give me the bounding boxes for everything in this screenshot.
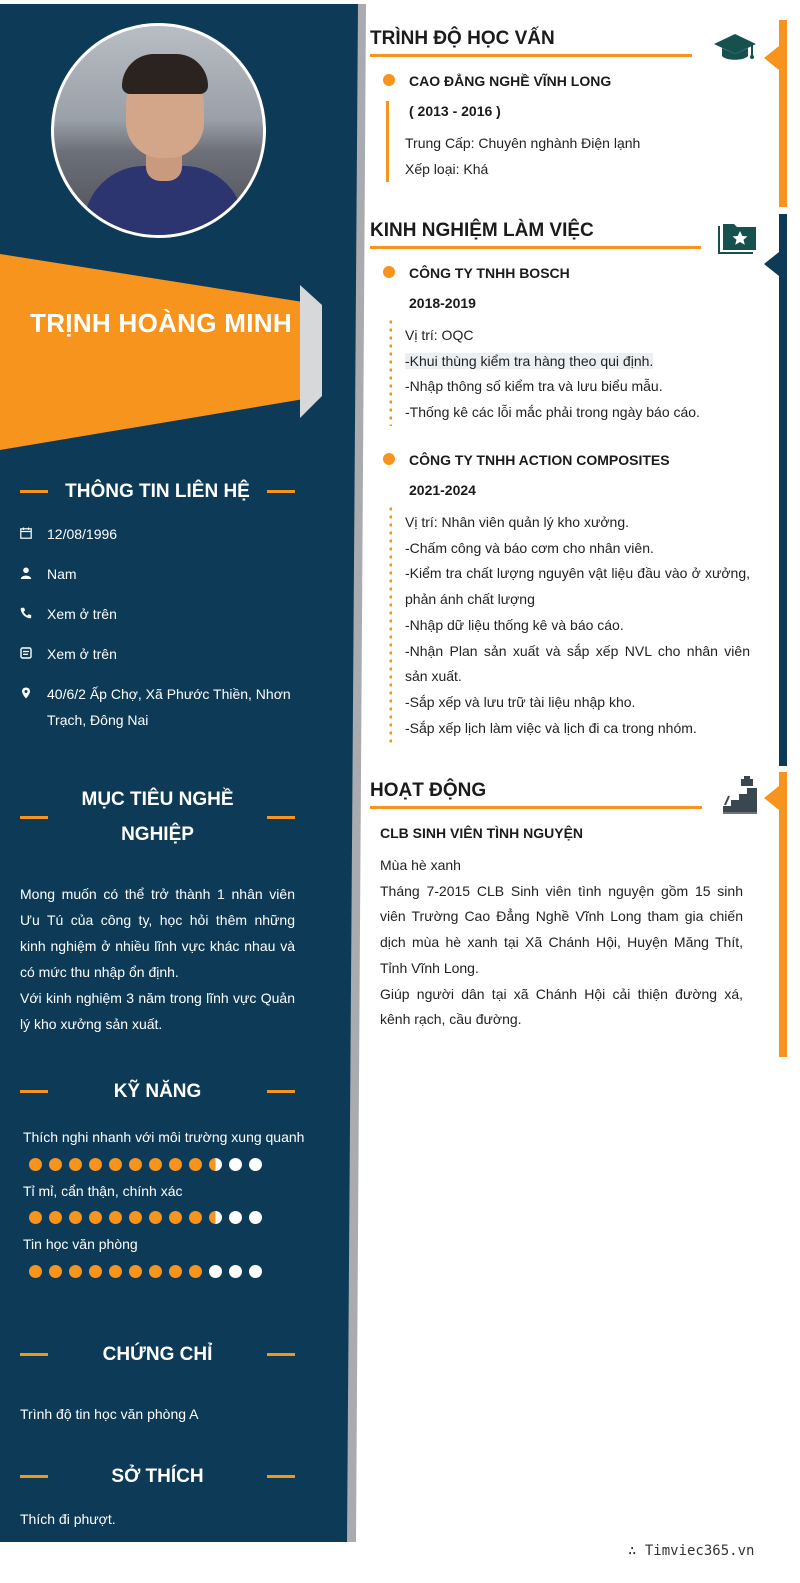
skill-rating bbox=[29, 1158, 262, 1171]
skill-dot bbox=[189, 1158, 202, 1171]
skill-dot bbox=[249, 1211, 262, 1224]
skill-dot bbox=[209, 1265, 222, 1278]
phone-icon bbox=[20, 601, 47, 627]
skill-dot bbox=[49, 1158, 62, 1171]
education-side-notch bbox=[764, 46, 779, 70]
experience-heading: KINH NGHIỆM LÀM VIỆC bbox=[370, 220, 594, 241]
name-banner-tip bbox=[300, 285, 322, 418]
skill-dot bbox=[149, 1158, 162, 1171]
activities-heading: HOẠT ĐỘNG bbox=[370, 780, 487, 801]
contact-phone bbox=[20, 601, 300, 627]
job-company: CÔNG TY TNHH BOSCH bbox=[409, 265, 570, 281]
objective-paragraph-1: Mong muốn có thể trở thành 1 nhân viên Ưu Tú của công ty, học hỏi thêm những kinh nghiệm ở nhiều lĩnh vực khác nhau và có mức thu nhập ổn định. bbox=[20, 886, 295, 980]
skill-rating bbox=[29, 1211, 262, 1224]
job-line: -Chấm công và báo cơm cho nhân viên. bbox=[405, 539, 654, 556]
job-line: -Nhập thông số kiểm tra và lưu biểu mẫu. bbox=[405, 378, 663, 395]
skill-dot bbox=[229, 1265, 242, 1278]
education-grade: Xếp loại: Khá bbox=[405, 160, 489, 177]
job-line: -Sắp xếp lịch làm việc và lịch đi ca trong nhóm. bbox=[405, 719, 697, 736]
skill-dot bbox=[129, 1158, 142, 1171]
email-value: Xem ở trên bbox=[47, 646, 117, 662]
skill-dot bbox=[149, 1211, 162, 1224]
skill-dot bbox=[149, 1265, 162, 1278]
activity-paragraph-2: Giúp người dân tại xã Chánh Hội cải thiện đường xá, kênh rạch, cầu đường. bbox=[380, 985, 743, 1028]
activities-rule bbox=[370, 806, 702, 809]
experience-rule bbox=[370, 246, 701, 249]
experience-side-notch bbox=[764, 252, 779, 276]
education-details bbox=[405, 131, 750, 182]
birthday-value: 12/08/1996 bbox=[47, 526, 118, 542]
job-timeline bbox=[389, 318, 392, 426]
contact-heading: THÔNG TIN LIÊN HỆ bbox=[20, 474, 295, 509]
skill-dot bbox=[129, 1265, 142, 1278]
contact-address bbox=[20, 681, 300, 733]
education-timeline bbox=[386, 101, 389, 182]
user-icon bbox=[20, 561, 47, 587]
job-bullet bbox=[383, 453, 395, 465]
education-major: Trung Cấp: Chuyên nghành Điện lạnh bbox=[405, 135, 641, 151]
skill-dot bbox=[169, 1211, 182, 1224]
activity-program: Mùa hè xanh bbox=[380, 857, 461, 873]
certificates-text: Trình độ tin học văn phòng A bbox=[20, 1406, 199, 1422]
skill-dot bbox=[89, 1265, 102, 1278]
skill-dot bbox=[29, 1211, 42, 1224]
skill-label: Tin học văn phòng bbox=[23, 1236, 138, 1252]
skills-heading: KỸ NĂNG bbox=[20, 1074, 295, 1109]
job-bullet bbox=[383, 266, 395, 278]
activities-side-bar bbox=[779, 772, 787, 1057]
skill-dot bbox=[29, 1265, 42, 1278]
job-line: -Nhận Plan sản xuất và sắp xếp NVL cho nhân viên sản xuất. bbox=[405, 642, 750, 685]
skill-dot bbox=[209, 1158, 222, 1171]
job-line: Vị trí: OQC bbox=[405, 327, 474, 343]
education-period: ( 2013 - 2016 ) bbox=[409, 103, 501, 119]
job-company: CÔNG TY TNHH ACTION COMPOSITES bbox=[409, 452, 670, 468]
skill-dot bbox=[29, 1158, 42, 1171]
skill-dot bbox=[169, 1265, 182, 1278]
calendar-icon bbox=[20, 521, 47, 547]
certificates-heading: CHỨNG CHỈ bbox=[20, 1337, 295, 1372]
skill-dot bbox=[69, 1265, 82, 1278]
objective-heading bbox=[20, 782, 295, 852]
job-timeline bbox=[389, 505, 392, 745]
skill-label: Tỉ mỉ, cẩn thận, chính xác bbox=[23, 1183, 183, 1199]
job-line: -Thống kê các lỗi mắc phải trong ngày báo cáo. bbox=[405, 404, 700, 421]
skill-dot bbox=[249, 1158, 262, 1171]
phone-value: Xem ở trên bbox=[47, 606, 117, 622]
objective-text bbox=[20, 881, 295, 1037]
education-heading: TRÌNH ĐỘ HỌC VẤN bbox=[370, 28, 555, 49]
stairs-trophy-icon bbox=[721, 776, 759, 814]
education-bullet bbox=[383, 74, 395, 86]
skill-dot bbox=[89, 1158, 102, 1171]
activities-side-notch bbox=[764, 786, 779, 810]
contact-birthday bbox=[20, 521, 300, 547]
skill-dot bbox=[49, 1211, 62, 1224]
school-name: CAO ĐẲNG NGHỀ VĨNH LONG bbox=[409, 73, 612, 89]
skill-dot bbox=[189, 1265, 202, 1278]
hobbies-text: Thích đi phượt. bbox=[20, 1511, 116, 1527]
skill-dot bbox=[169, 1158, 182, 1171]
contact-gender bbox=[20, 561, 300, 587]
activity-club: CLB SINH VIÊN TÌNH NGUYỆN bbox=[380, 825, 584, 841]
hobbies-heading: SỞ THÍCH bbox=[20, 1459, 295, 1494]
objective-heading-line1: MỤC TIÊU NGHỀ bbox=[81, 789, 234, 810]
skill-dot bbox=[69, 1211, 82, 1224]
objective-heading-line2: NGHIỆP bbox=[121, 824, 194, 845]
skill-dot bbox=[69, 1158, 82, 1171]
job-description bbox=[405, 323, 750, 426]
job-period: 2018-2019 bbox=[409, 295, 476, 311]
skill-dot bbox=[229, 1158, 242, 1171]
profile-name: TRỊNH HOÀNG MINH bbox=[30, 308, 292, 338]
graduation-cap-icon bbox=[712, 32, 758, 64]
job-line: -Nhập dữ liệu thống kê và báo cáo. bbox=[405, 616, 624, 633]
skill-dot bbox=[209, 1211, 222, 1224]
skill-dot bbox=[109, 1158, 122, 1171]
activity-paragraph-1: Tháng 7-2015 CLB Sinh viên tình nguyện gồm 15 sinh viên Trường Cao Đẳng Nghề Vĩnh Long tham gia chiến dịch mùa hè xanh tại Xã Chánh Hội, Huyện Măng Thít, Tỉnh Vĩnh Long. bbox=[380, 882, 743, 976]
skill-label: Thích nghi nhanh với môi trường xung quanh bbox=[23, 1129, 305, 1145]
activity-description bbox=[380, 853, 743, 1033]
skill-dot bbox=[229, 1211, 242, 1224]
job-line: -Sắp xếp và lưu trữ tài liệu nhập kho. bbox=[405, 693, 636, 710]
skill-rating bbox=[29, 1265, 262, 1278]
job-line: -Kiểm tra chất lượng nguyên vật liệu đầu vào ở xưởng, phản ánh chất lượng bbox=[405, 565, 750, 608]
skill-dot bbox=[109, 1211, 122, 1224]
skill-dot bbox=[249, 1265, 262, 1278]
folder-star-icon bbox=[718, 222, 758, 256]
skill-dot bbox=[49, 1265, 62, 1278]
skill-dot bbox=[129, 1211, 142, 1224]
contact-email bbox=[20, 641, 300, 667]
experience-side-bar bbox=[779, 214, 787, 766]
job-line: -Khui thùng kiểm tra hàng theo qui định. bbox=[405, 352, 654, 369]
job-description bbox=[405, 510, 750, 741]
objective-paragraph-2: Với kinh nghiệm 3 năm trong lĩnh vực Quản lý kho xưởng sản xuất. bbox=[20, 990, 295, 1032]
gender-value: Nam bbox=[47, 566, 77, 582]
location-icon bbox=[20, 681, 47, 733]
education-side-bar bbox=[779, 20, 787, 207]
skill-dot bbox=[109, 1265, 122, 1278]
skill-dot bbox=[189, 1211, 202, 1224]
email-icon bbox=[20, 641, 47, 667]
education-rule bbox=[370, 54, 692, 57]
job-line: Vị trí: Nhân viên quản lý kho xưởng. bbox=[405, 514, 629, 530]
job-period: 2021-2024 bbox=[409, 482, 476, 498]
skill-dot bbox=[89, 1211, 102, 1224]
profile-photo bbox=[51, 23, 266, 238]
address-value: 40/6/2 Ấp Chợ, Xã Phước Thiền, Nhơn Trạch, Đông Nai bbox=[47, 686, 291, 728]
watermark: ∴ Timviec365.vn bbox=[628, 1543, 755, 1559]
